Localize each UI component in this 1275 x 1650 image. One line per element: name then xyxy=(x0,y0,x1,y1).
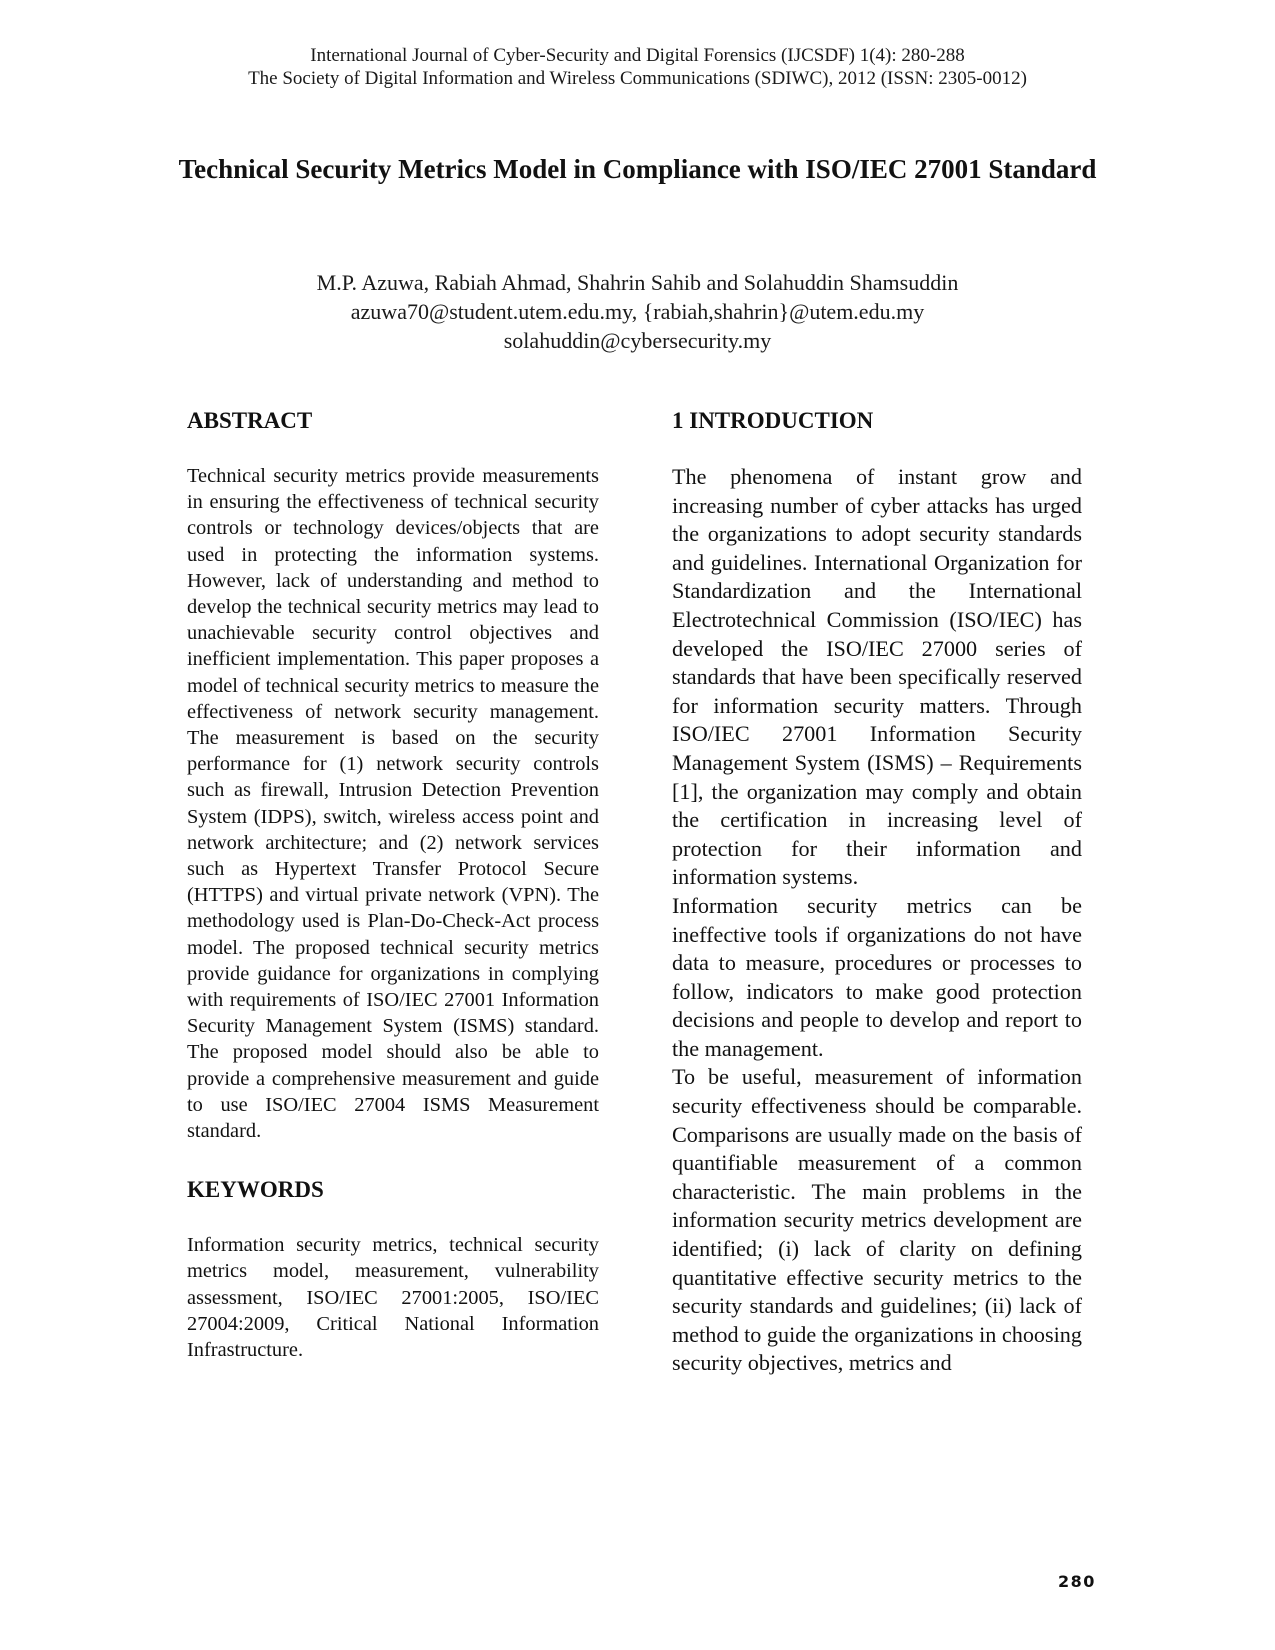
right-column xyxy=(672,407,1082,1378)
author-names: M.P. Azuwa, Rabiah Ahmad, Shahrin Sahib and Solahuddin Shamsuddin xyxy=(316,270,959,295)
abstract-heading: ABSTRACT xyxy=(187,408,313,433)
author-email-secondary: solahuddin@cybersecurity.my xyxy=(503,328,772,353)
abstract-text: Technical security metrics provide measurements in ensuring the effectiveness of technical security controls or technology devices/objects that are used in protecting the information systems. However, lack of understanding and method to develop the technical security metrics may lead to unachievable security control objectives and inefficient implementation. This paper proposes a model of technical security metrics to measure the effectiveness of network security management. The measurement is based on the security performance for (1) network security controls such as firewall, Intrusion Detection Prevention System (IDPS), switch, wireless access point and network architecture; and (2) network services such as Hypertext Transfer Protocol Secure (HTTPS) and virtual private network (VPN). The methodology used is Plan-Do-Check-Act process model. The proposed technical security metrics provide guidance for organizations in complying with requirements of ISO/IEC 27001 Information Security Management System (ISMS) standard. The proposed model should also be able to provide a comprehensive measurement and guide to use ISO/IEC 27004 ISMS Measurement standard. xyxy=(187,465,599,1143)
running-header xyxy=(0,44,1275,90)
intro-paragraph: To be useful, measurement of information security effectiveness should be comparable. Comparisons are usually made on the basis of quantifiable measurement of a common characteristic. The main problems in the information security metrics development are identified; (i) lack of clarity on defining quantitative effective security metrics to the security standards and guidelines; (ii) lack of method to guide the organizations in choosing security objectives, metrics and xyxy=(672,1064,1082,1376)
introduction-heading: 1 INTRODUCTION xyxy=(672,408,874,433)
left-column xyxy=(187,407,599,1363)
intro-paragraph: The phenomena of instant grow and increasing number of cyber attacks has urged the organizations to adopt security standards and guidelines. International Organization for Standardization and the International Electrotechnical Commission (ISO/IEC) has developed the ISO/IEC 27000 series of standards that have been specifically reserved for information security matters. Through ISO/IEC 27001 Information Security Management System (ISMS) – Requirements [1], the organization may comply and obtain the certification in increasing level of protection for their information and information systems. xyxy=(672,464,1082,890)
page-number: 280 xyxy=(1058,1572,1096,1591)
society-citation: The Society of Digital Information and Wireless Communications (SDIWC), 2012 (ISSN: 2305-0012) xyxy=(248,68,1027,89)
paper-title: Technical Security Metrics Model in Compliance with ISO/IEC 27001 Standard xyxy=(178,154,1097,184)
author-emails: azuwa70@student.utem.edu.my, {rabiah,shahrin}@utem.edu.my xyxy=(350,299,925,324)
intro-paragraph: Information security metrics can be ineffective tools if organizations do not have data to measure, procedures or processes to follow, indicators to make good protection decisions and people to develop and report to the management. xyxy=(672,892,1082,1061)
keywords-heading: KEYWORDS xyxy=(187,1177,324,1203)
author-block xyxy=(0,268,1275,355)
keywords-text: Information security metrics, technical security metrics model, measurement, vulnerability assessment, ISO/IEC 27001:2005, ISO/IEC 27004:2009, Critical National Information Infrastructure. xyxy=(187,1234,599,1362)
journal-citation: International Journal of Cyber-Security and Digital Forensics (IJCSDF) 1(4): 280-288 xyxy=(310,45,965,66)
